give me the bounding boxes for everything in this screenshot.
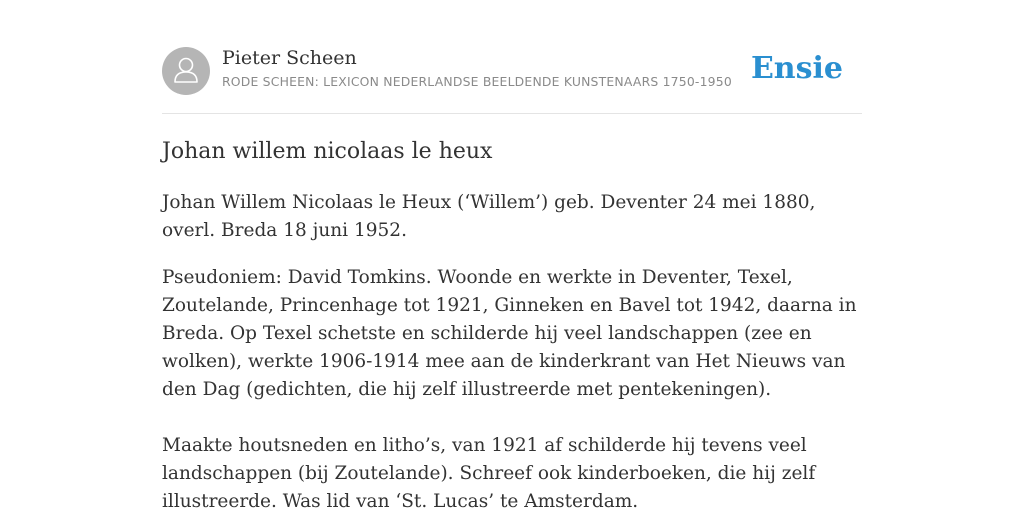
article-paragraph: Pseudoniem: David Tomkins. Woonde en werkte in Deventer, Texel, Zoutelande, Princenhage tot 1921, Ginneken en Bavel tot 1942, daarna in Breda. Op Texel schetste en schilderde hij veel landschappen (zee en wolken), werkte 1906-1914 mee aan de kinderkrant van Het Nieuws van den Dag (gedichten, die hij zelf illustreerde met pentekeningen). bbox=[162, 267, 857, 400]
avatar[interactable] bbox=[162, 47, 210, 95]
source-title: RODE SCHEEN: LEXICON NEDERLANDSE BEELDENDE KUNSTENAARS 1750-1950 bbox=[222, 74, 732, 89]
user-silhouette-icon bbox=[162, 47, 210, 95]
author-name[interactable]: Pieter Scheen bbox=[222, 47, 357, 69]
author-header bbox=[162, 46, 862, 96]
article-paragraph: Johan Willem Nicolaas le Heux (‘Willem’) geb. Deventer 24 mei 1880, overl. Breda 18 juni 1952. bbox=[162, 192, 816, 241]
article-title: Johan willem nicolaas le heux bbox=[162, 139, 493, 164]
article-body bbox=[162, 137, 862, 512]
ensie-logo[interactable]: Ensie bbox=[750, 51, 843, 86]
article-paragraph: Maakte houtsneden en litho’s, van 1921 af schilderde hij tevens veel landschappen (bij Zoutelande). Schreef ook kinderboeken, die hij zelf illustreerde. Was lid van ‘St. Lucas’ te Amsterdam. bbox=[162, 435, 816, 512]
header-divider bbox=[162, 113, 862, 114]
